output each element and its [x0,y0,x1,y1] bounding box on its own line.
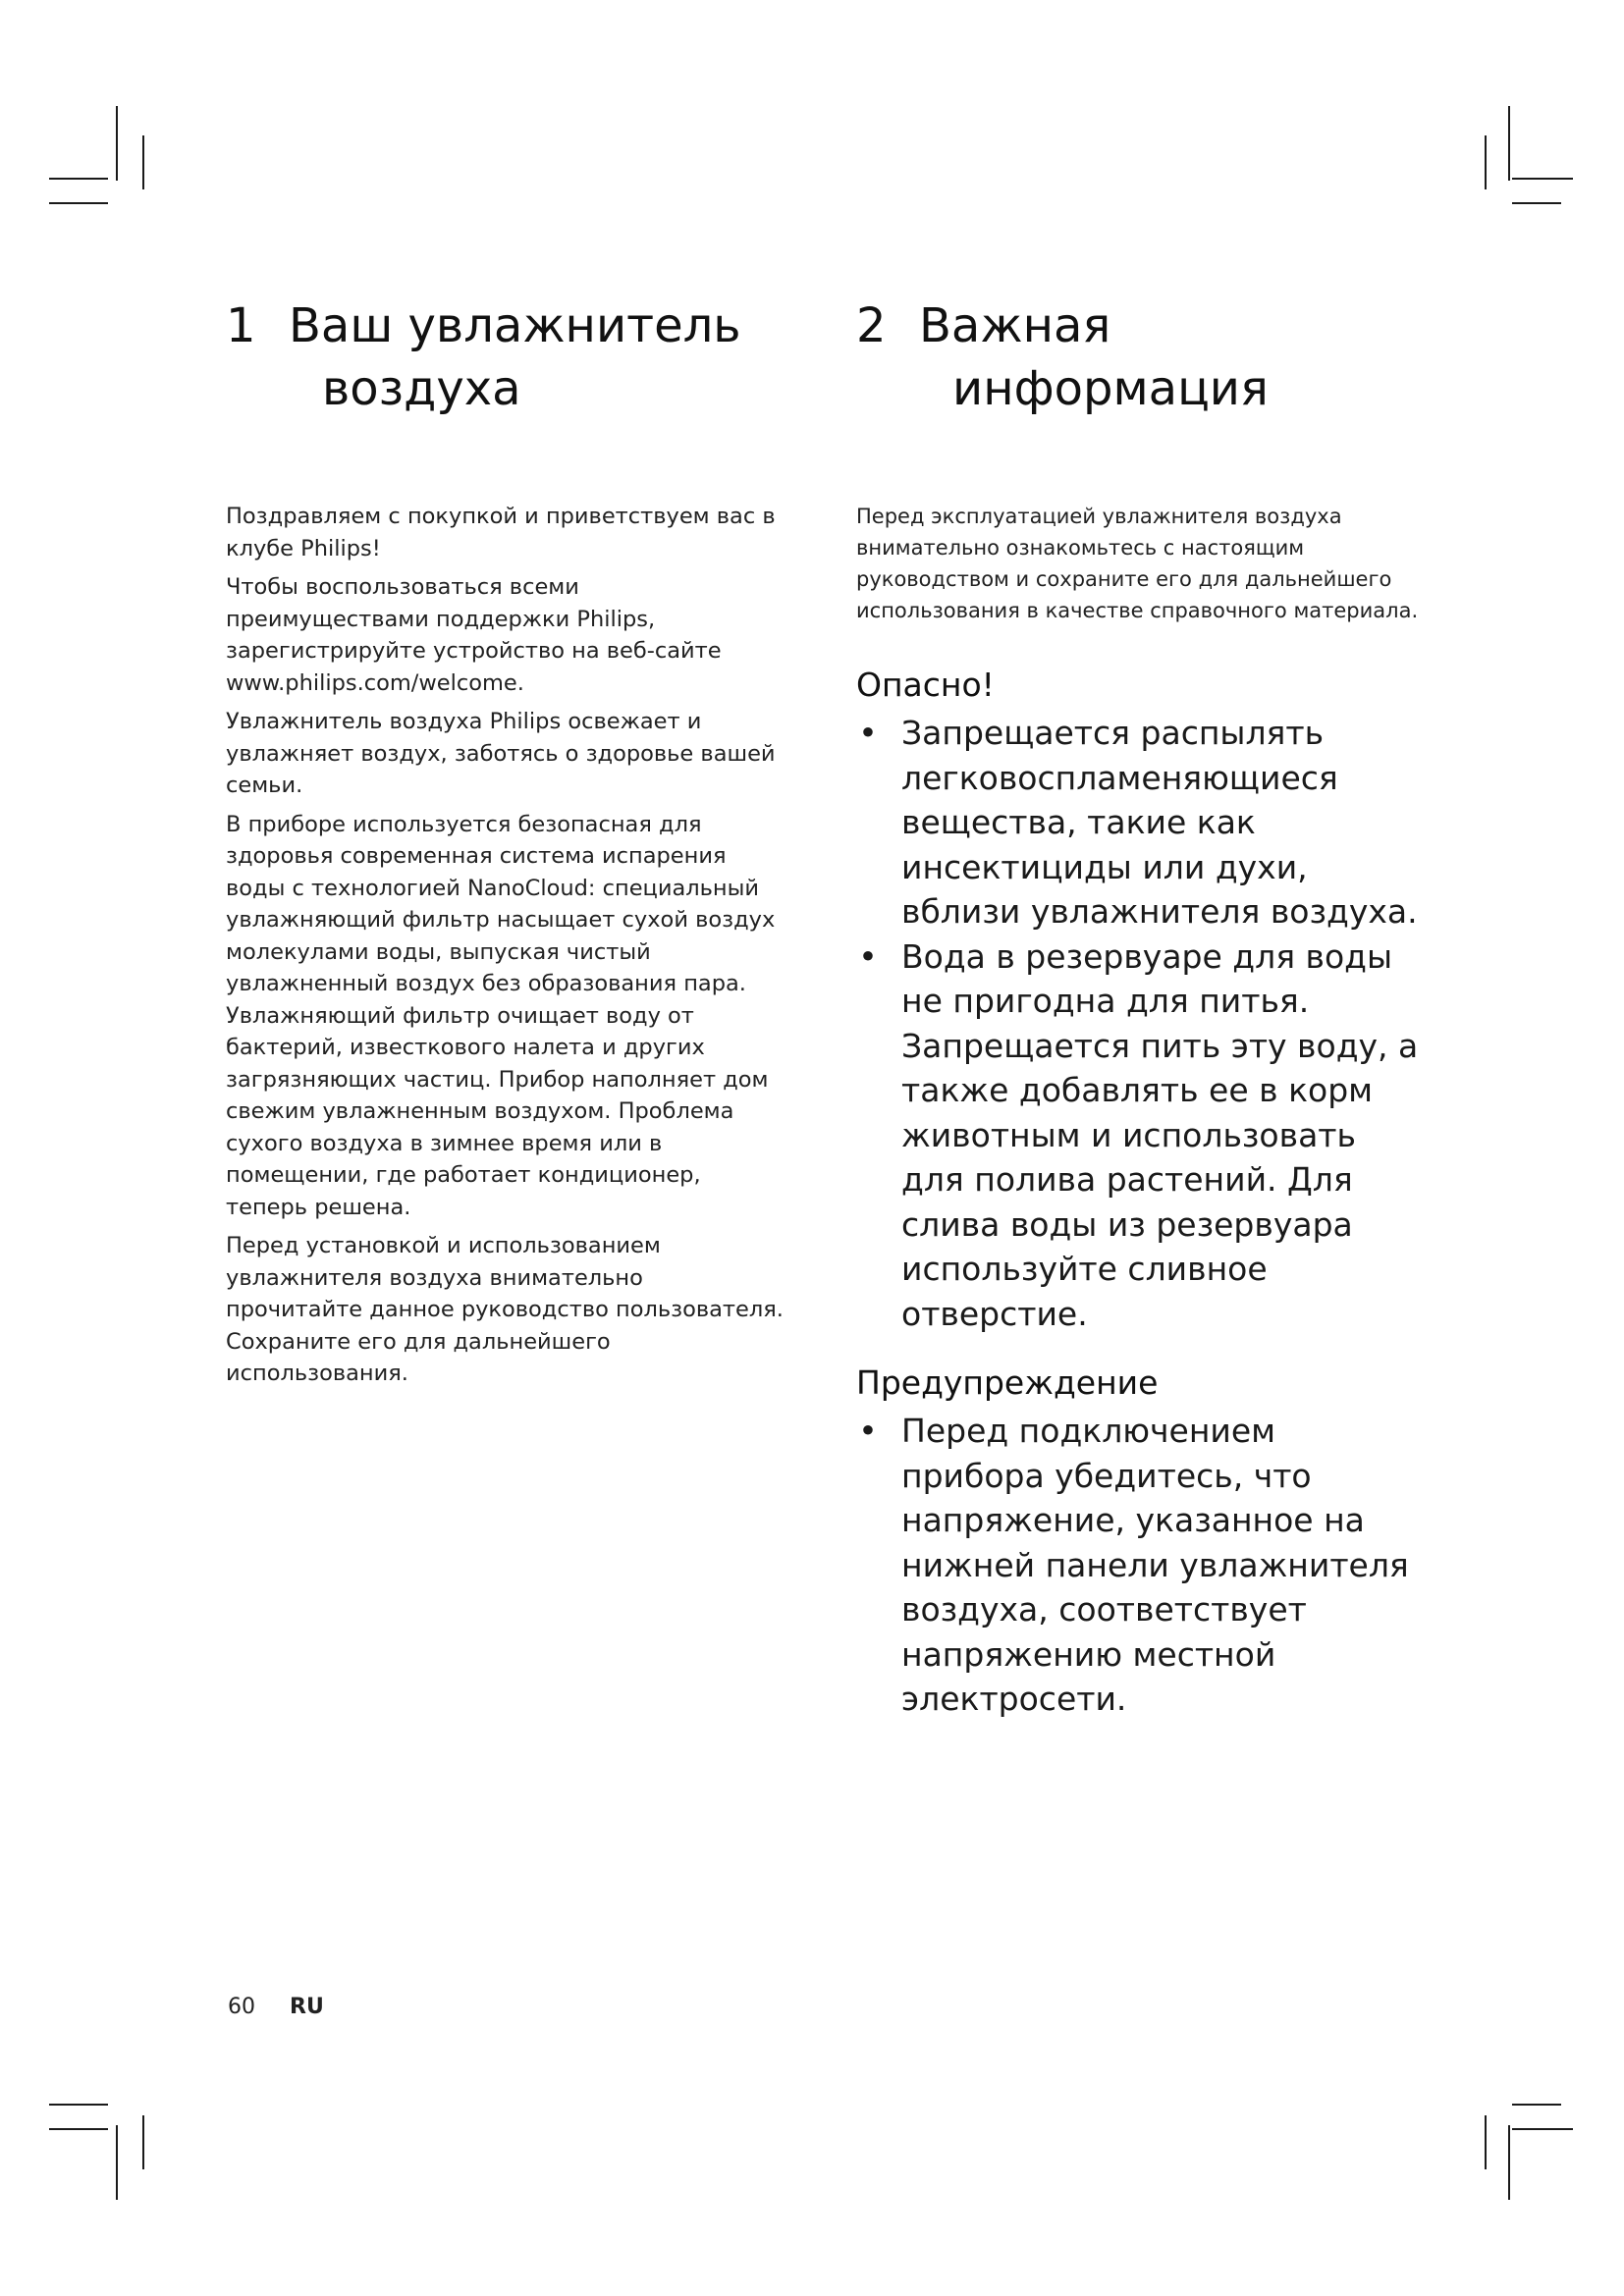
page-number: 60 [228,1995,255,2019]
list-item-text: Вода в резервуаре для воды не пригодна для питья. Запрещается пить эту воду, а также добавлять ее в корм животным и использовать для полива растений. Для слива воды из резервуара используйте сливное отверстие. [901,936,1419,1333]
crop-mark [142,135,144,189]
danger-list [856,711,1426,1336]
crop-mark [49,178,108,180]
chapter-title-line: воздуха [322,361,521,416]
crop-mark [1512,2104,1561,2106]
crop-mark [116,106,118,181]
danger-heading: Опасно! [856,666,995,704]
chapter-number: 1 [226,298,256,353]
list-item [856,934,1426,1337]
crop-mark [1512,2128,1573,2130]
bullet-icon: • [858,1412,878,1450]
section-important [856,294,1426,1722]
bullet-icon: • [858,936,878,976]
crop-mark [49,2128,108,2130]
language-code: RU [290,1995,324,2019]
crop-mark [1512,178,1573,180]
chapter-title-line: Ваш увлажнитель [289,298,741,353]
chapter-title-line: информация [952,361,1269,416]
chapter-title-line: Важная [919,298,1111,353]
chapter-number: 2 [856,298,887,353]
crop-mark [49,2104,108,2106]
crop-mark [116,2125,118,2200]
crop-mark [1485,135,1487,189]
bullet-icon: • [858,714,878,752]
paragraph: Увлажнитель воздуха Philips освежает и увлажняет воздух, заботясь о здоровье вашей семьи. [226,709,776,798]
paragraph: Чтобы воспользоваться всеми преимуществами поддержки Philips, зарегистрируйте устройство на веб-сайте www.philips.com/welcome. [226,574,722,696]
crop-mark [1512,202,1561,204]
crop-mark [49,202,108,204]
paragraph: В приборе используется безопасная для здоровья современная система испарения воды с технологией NanoCloud: специальный увлажняющий фильтр насыщает сухой воздух молекулами воды, выпуская чистый увлажненный воздух без образования пара. Увлажняющий фильтр очищает воду от бактерий, известкового налета и других загрязняющих частиц. Прибор наполняет дом свежим увлажненным воздухом. Проблема сухого воздуха в зимнее время или в помещении, где работает кондиционер, теперь решена. [226,811,776,1220]
intro-text [856,501,1426,626]
page-footer [228,1993,324,2022]
list-item-text: Запрещается распылять легковоспламеняющиеся вещества, такие как инсектициды или духи, вблизи увлажнителя воздуха. [901,714,1418,931]
warning-list [856,1409,1426,1722]
body-text [226,501,785,1390]
chapter-heading [226,294,785,420]
paragraph: Поздравляем с покупкой и приветствуем вас в клубе Philips! [226,504,776,561]
section-your-humidifier [226,294,785,1397]
warning-heading: Предупреждение [856,1363,1159,1402]
paragraph: Перед эксплуатацией увлажнителя воздуха внимательно ознакомьтесь с настоящим руководством и сохраните его для дальнейшего использования в качестве справочного материала. [856,505,1419,622]
crop-mark [142,2115,144,2169]
chapter-heading [856,294,1426,420]
list-item [856,711,1426,934]
crop-mark [1508,2125,1510,2200]
crop-mark [1508,106,1510,181]
list-item-text: Перед подключением прибора убедитесь, что напряжение, указанное на нижней панели увлажнителя воздуха, соответствует напряжению местной электросети. [901,1412,1409,1718]
crop-mark [1485,2115,1487,2169]
list-item [856,1409,1426,1722]
paragraph: Перед установкой и использованием увлажнителя воздуха внимательно прочитайте данное руководство пользователя. Сохраните его для дальнейшего использования. [226,1233,784,1386]
